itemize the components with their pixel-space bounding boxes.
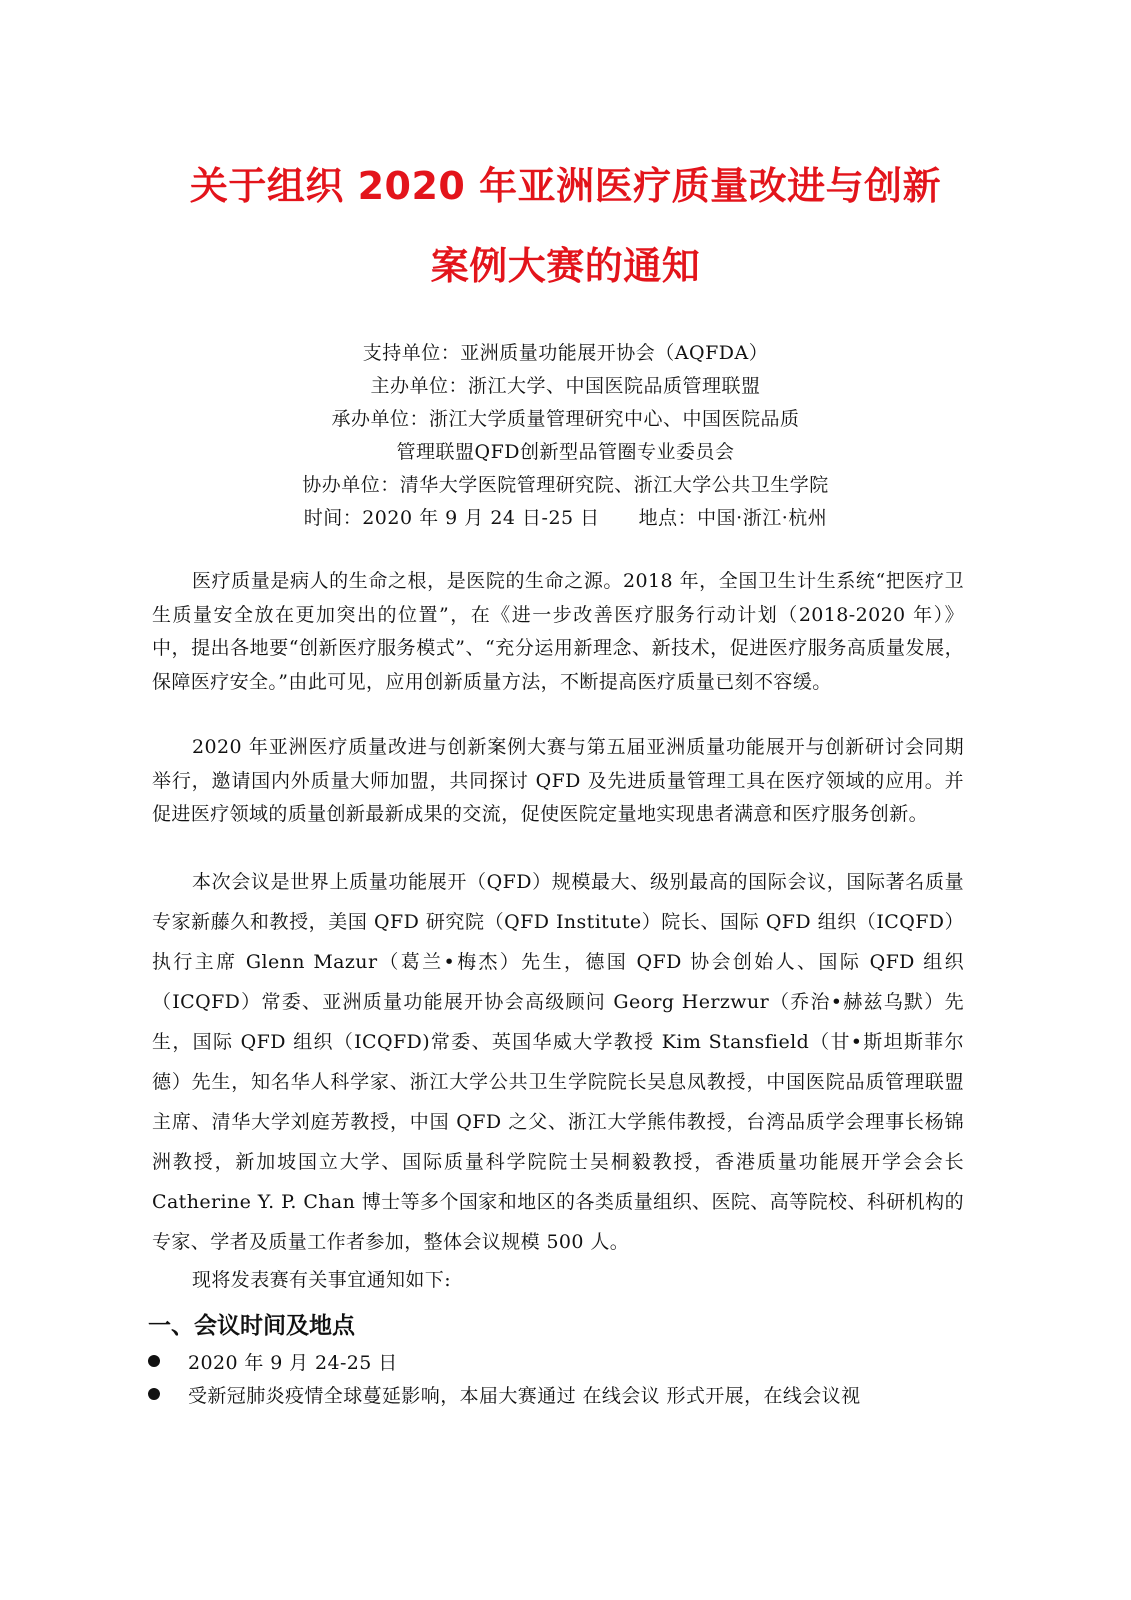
bullet-icon — [148, 1355, 160, 1367]
notice-lead-paragraph: 现将发表赛有关事宜通知如下: — [192, 1269, 452, 1291]
speakers-paragraph: 本次会议是世界上质量功能展开（QFD）规模最大、级别最高的国际会议，国际著名质量专家新藤久和教授，美国 QFD 研究院（QFD Institute）院长、国际 QFD 组织（ICQFD）执行主席 Glenn Mazur（葛兰•梅杰）先生，德国 QFD 协会创始人、国际 QFD 组织（ICQFD）常委、亚洲质量功能展开协会高级顾问 Georg Herzwur（乔治•赫兹乌默）先生，国际 QFD 组织（ICQFD)常委、英国华威大学教授 Kim Stansfield（甘•斯坦斯菲尔德）先生，知名华人科学家、浙江大学公共卫生学院院长吴息凤教授，中国医院品质管理联盟主席、清华大学刘庭芳教授，中国 QFD 之父、浙江大学熊伟教授，台湾品质学会理事长杨锦洲教授，新加坡国立大学、国际质量科学院院士吴桐毅教授，香港质量功能展开学会会长 Catherine Y. P. Chan 博士等多个国家和地区的各类质量组织、医院、高等院校、科研机构的专家、学者及质量工作者参加，整体会议规模 500 人。 — [152, 871, 964, 1253]
support-unit: 支持单位：亚洲质量功能展开协会（AQFDA） — [362, 342, 769, 364]
intro-paragraph: 医疗质量是病人的生命之根，是医院的生命之源。2018 年，全国卫生计生系统“把医疗卫生质量安全放在更加突出的位置”，在《进一步改善医疗服务行动计划（2018-2020 年）》中，提出各地要“创新医疗服务模式”、“充分运用新理念、新技术，促进医疗服务高质量发展，保障医疗安全。”由此可见，应用创新质量方法，不断提高医疗质量已刻不容缓。 — [152, 570, 964, 693]
organizer-unit-line1: 承办单位：浙江大学质量管理研究中心、中国医院品质 — [331, 408, 800, 430]
organizer-unit-line2: 管理联盟QFD创新型品管圈专业委员会 — [396, 441, 735, 463]
bullet-icon — [148, 1388, 160, 1400]
list-item — [148, 1348, 968, 1378]
section-heading-time-place: 一、会议时间及地点 — [148, 1313, 355, 1339]
time-and-place: 时间：2020 年 9 月 24 日-25 日 地点：中国·浙江·杭州 — [303, 507, 828, 529]
co-organizer-unit: 协办单位：清华大学医院管理研究院、浙江大学公共卫生学院 — [302, 474, 829, 496]
list-item-text: 受新冠肺炎疫情全球蔓延影响，本届大赛通过 在线会议 形式开展，在线会议视 — [188, 1385, 861, 1407]
event-paragraph: 2020 年亚洲医疗质量改进与创新案例大赛与第五届亚洲质量功能展开与创新研讨会同期举行，邀请国内外质量大师加盟，共同探讨 QFD 及先进质量管理工具在医疗领域的应用。并促进医疗领域的质量创新最新成果的交流，促使医院定量地实现患者满意和医疗服务创新。 — [152, 736, 964, 825]
list-item — [148, 1381, 968, 1411]
notice-title-line1: 关于组织 2020 年亚洲医疗质量改进与创新 — [189, 164, 942, 208]
notice-title-line2: 案例大赛的通知 — [430, 244, 701, 288]
host-unit: 主办单位：浙江大学、中国医院品质管理联盟 — [370, 375, 761, 397]
list-item-text: 2020 年 9 月 24-25 日 — [188, 1352, 398, 1374]
